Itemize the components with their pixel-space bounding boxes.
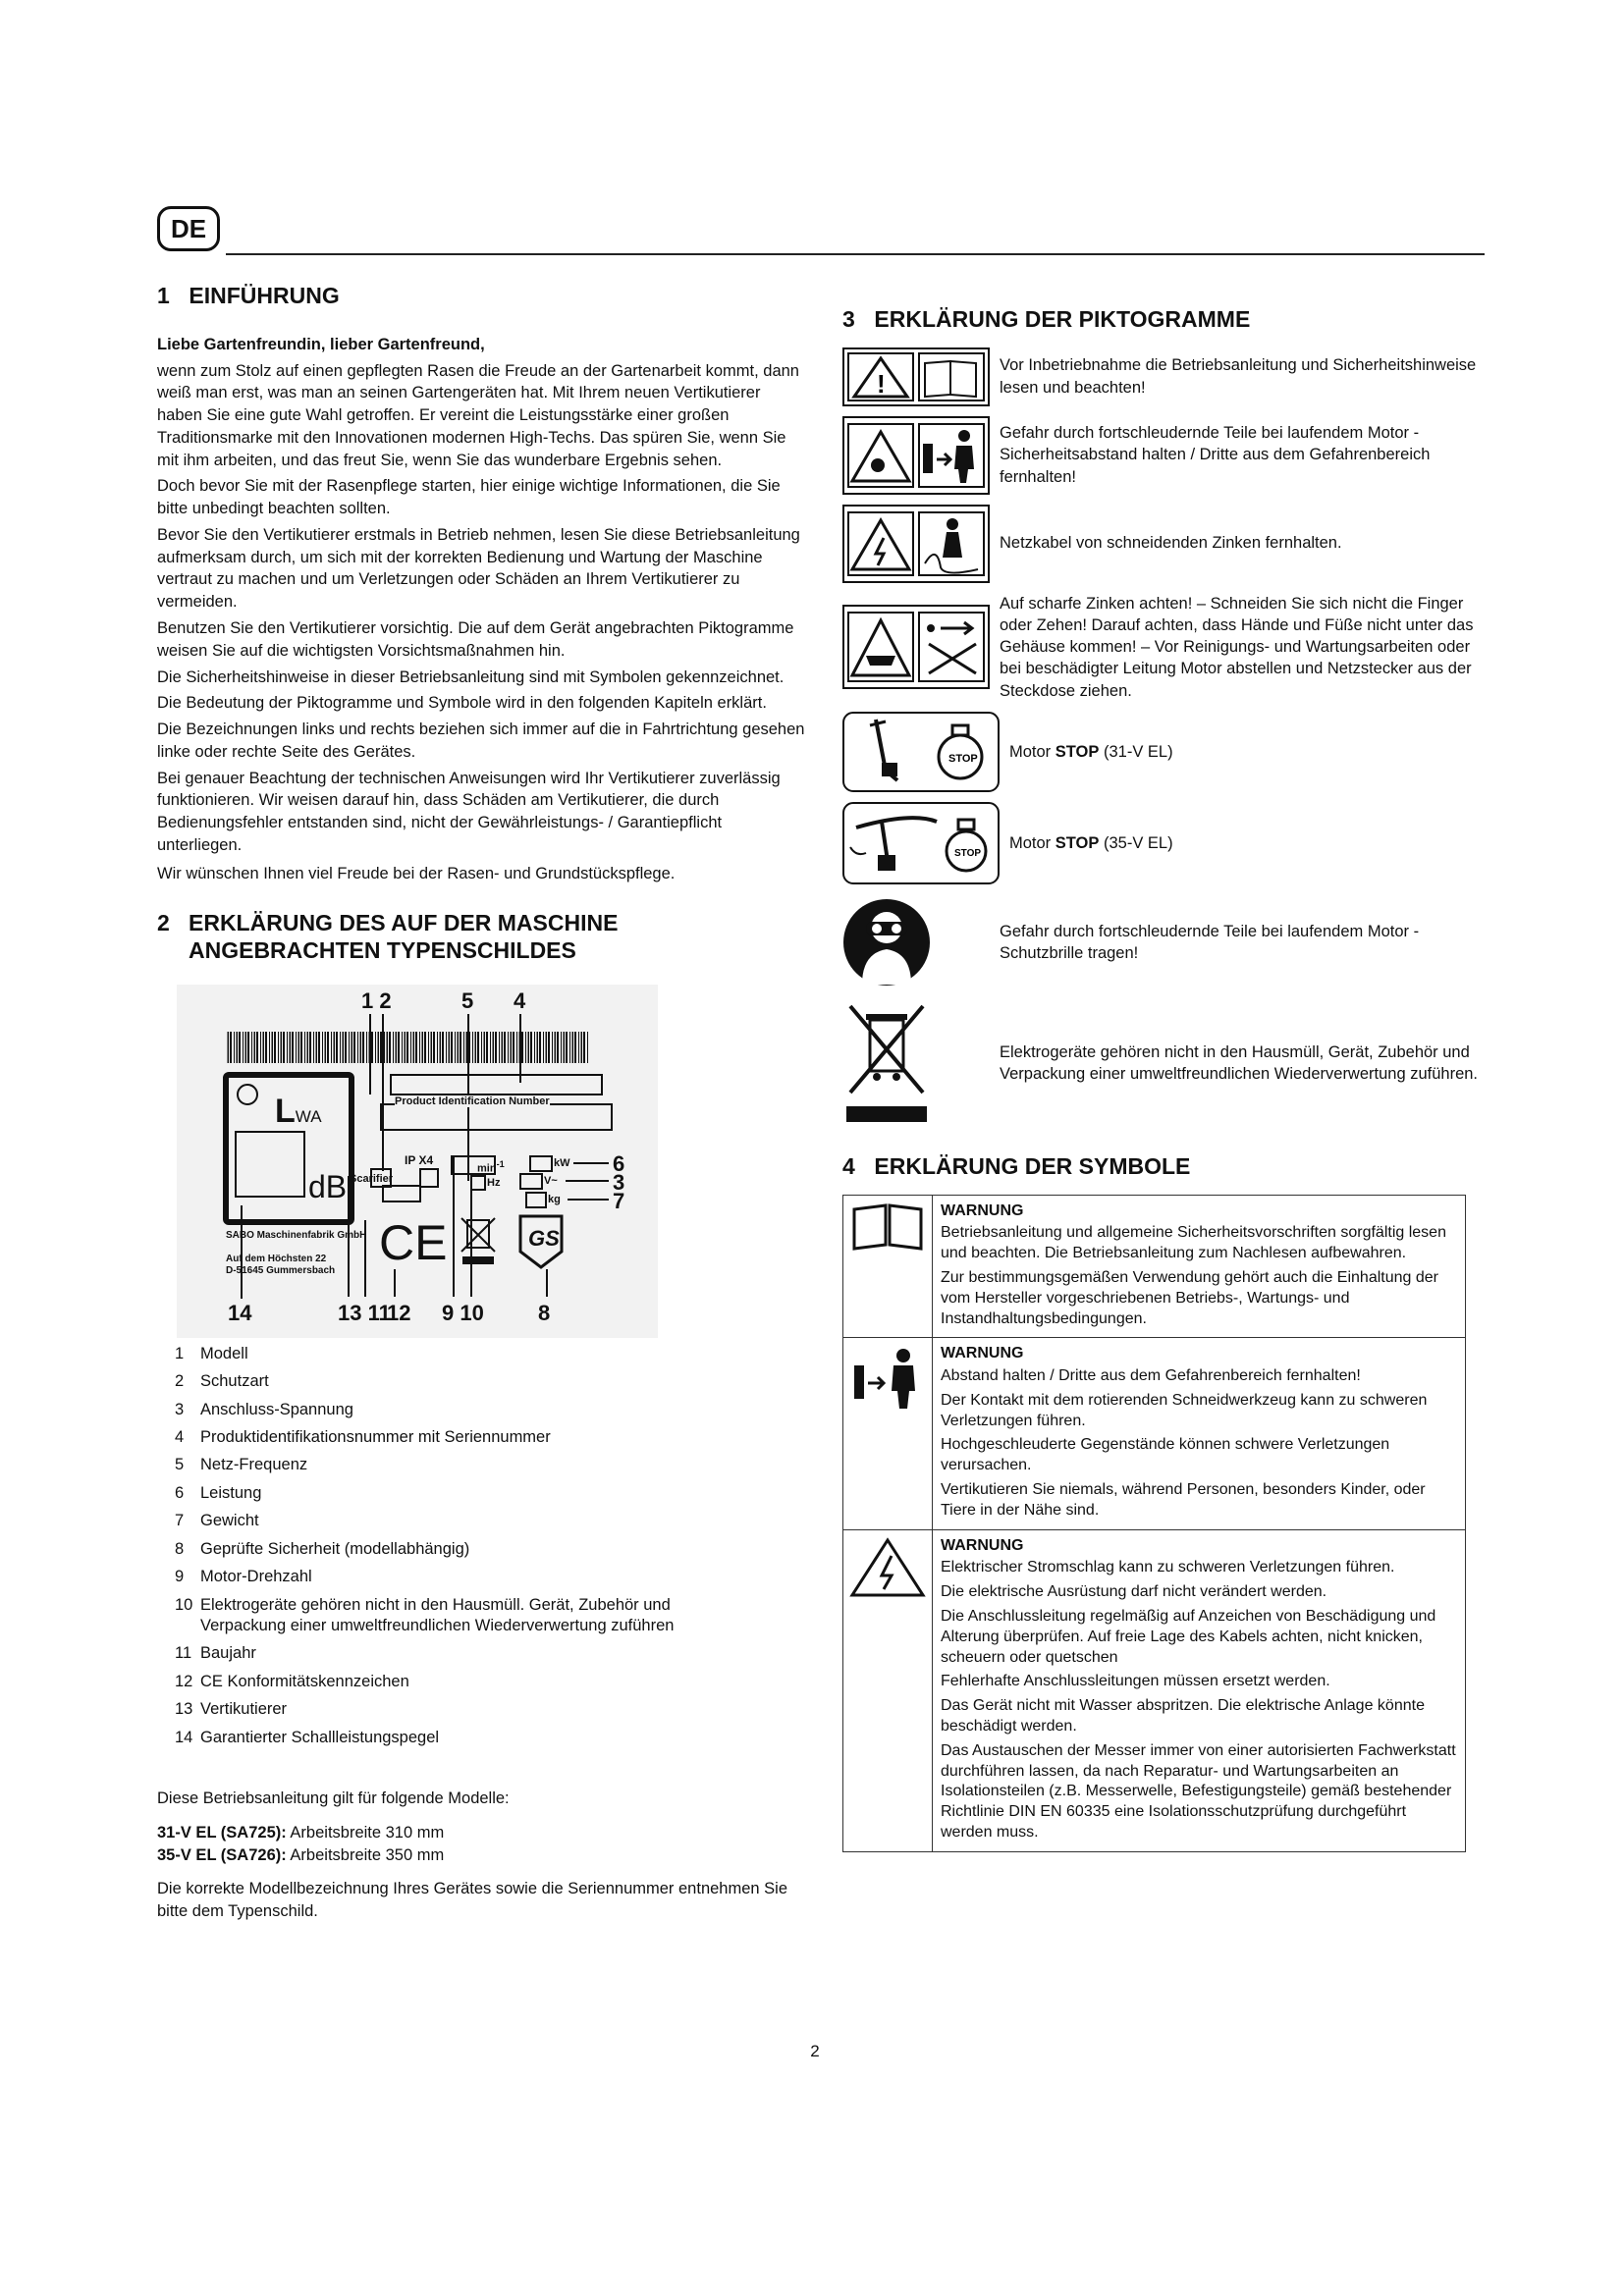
warning-line: Die Anschlussleitung regelmäßig auf Anzeichen von Beschädigung und Alterung überprüfen. Auf freie Lage des Kabels achten, nicht knicken, scheuern oder quetschen [941, 1608, 1436, 1666]
intro-paragraph: Die Bezeichnungen links und rechts beziehen sich immer auf die in Fahrtrichtung gesehen linke oder rechte Seite des Gerätes. [157, 721, 805, 761]
ce-mark-icon: CE [379, 1214, 448, 1270]
section-4-title: 4 ERKLÄRUNG DER SYMBOLE [842, 1152, 1191, 1179]
language-badge: DE [157, 206, 220, 251]
legend-item: 13 Vertikutierer [175, 1700, 288, 1719]
pictogram-text: Elektrogeräte gehören nicht in den Hausmüll, Gerät, Zubehör und Verpackung einer umweltfreundlichen Wiederverwertung zuführen. [1000, 1042, 1479, 1083]
warning-line: Zur bestimmungsgemäßen Verwendung gehört auch die Einhaltung der vom Hersteller vorgeschriebenen Betriebs-, Wartungs- und Instandhaltungsbedingungen. [941, 1268, 1438, 1327]
legend-item: 1 Modell [175, 1344, 248, 1362]
plate-number: 8 [538, 1300, 551, 1325]
warning-label: WARNUNG [941, 1201, 1024, 1219]
pictogram-row [842, 712, 1481, 792]
kg-label: kg [548, 1193, 561, 1205]
sharp-tines-unplug-icon [842, 605, 990, 689]
weee-bin-icon [842, 998, 990, 1128]
legend-item: 8 Geprüfte Sicherheit (modellabhängig) [175, 1539, 470, 1558]
greeting: Liebe Gartenfreundin, lieber Gartenfreund, [157, 335, 485, 353]
legend-item: 9 Motor-Drehzahl [175, 1568, 312, 1586]
scarifier-label: Scarifier [350, 1172, 394, 1185]
legend-item: 7 Gewicht [175, 1512, 259, 1530]
section-2-title: 2 ERKLÄRUNG DES AUF DER MASCHINE ANGEBRACHTEN TYPENSCHILDES [157, 910, 619, 964]
stop-text-icon: STOP [948, 752, 978, 765]
warning-line: Elektrischer Stromschlag kann zu schweren Verletzungen führen. [941, 1559, 1395, 1576]
right-column [842, 306, 1481, 1852]
distance-person-icon [843, 1338, 933, 1529]
hz-label: Hz [487, 1176, 501, 1189]
address-line: D-51645 Gummersbach [226, 1264, 336, 1276]
gs-label: GS [528, 1225, 560, 1251]
pictogram-row [842, 998, 1481, 1128]
pictogram-row [842, 802, 1481, 884]
table-row [843, 1529, 1466, 1851]
intro-paragraph: Bei genauer Beachtung der technischen Anweisungen wird Ihr Vertikutierer zuverlässig funktionieren. Wir weisen darauf hin, dass Schäden am Vertikutierer, die durch Bedienungsfehler entstanden sind, nicht der Gewährleistungs- / Garantiepflicht unterliegen. [157, 769, 781, 854]
plate-number: 12 [387, 1300, 411, 1325]
pictogram-text: Auf scharfe Zinken achten! – Schneiden Sie sich nicht die Finger oder Zehen! Darauf achten, dass Hände und Füße nicht unter das Gehäuse kommen! – Vor Reinigungs- und Wartungsarbeiten oder bei beschädigter Leitung Motor abstellen und Netzstecker aus der Steckdose ziehen. [1000, 594, 1474, 700]
plate-number: 1 2 [361, 988, 392, 1013]
barcode-icon [226, 1032, 589, 1063]
ipx4-label: IP X4 [405, 1152, 434, 1167]
table-row [843, 1338, 1466, 1529]
legend-item: 6 Leistung [175, 1483, 262, 1502]
models-closing: Die korrekte Modellbezeichnung Ihres Gerätes sowie die Seriennummer entnehmen Sie bitte dem Typenschild. [157, 1880, 788, 1921]
db-label: dB [308, 1168, 348, 1204]
legend-item: 11 Baujahr [175, 1644, 256, 1663]
kw-label: kW [554, 1156, 570, 1169]
page-number: 2 [810, 2042, 820, 2060]
warning-line: Fehlerhafte Anschlussleitungen müssen ersetzt werden. [941, 1673, 1330, 1690]
intro-paragraph: Die Sicherheitshinweise in dieser Betriebsanleitung sind mit Symbolen gekennzeichnet. [157, 667, 785, 686]
warning-line: Das Gerät nicht mit Wasser abspritzen. Die elektrische Anlage könnte beschädigt werden. [941, 1697, 1425, 1735]
warning-line: Hochgeschleuderte Gegenstände können schwere Verletzungen verursachen. [941, 1436, 1390, 1474]
pictogram-text: Gefahr durch fortschleudernde Teile bei laufendem Motor - Schutzbrille tragen! [1000, 922, 1420, 962]
legend-item: 10 Elektrogeräte gehören nicht in den Hausmüll. Gerät, Zubehör und Verpackung einer umweltfreundlichen Wiederverwertung zuführen [175, 1595, 675, 1634]
pictogram-row [842, 416, 1481, 495]
type-plate-legend [175, 1344, 805, 1749]
lwa-label: LWA [275, 1092, 322, 1130]
v-label: V~ [544, 1174, 558, 1187]
pictogram-text: Motor STOP (35-V EL) [1009, 833, 1173, 852]
flying-parts-distance-icon [842, 416, 990, 495]
pictogram-row [842, 593, 1481, 702]
intro-paragraph: wenn zum Stolz auf einen gepflegten Rasen die Freude an der Gartenarbeit kommt, dann weiß man erst, was man an seinen Gartengeräten hat. Mit Ihrem neuen Vertikutierer haben Sie eine gute Wahl getroffen. Er vereint die Leistungsstärke einer großen Traditionsmarke mit den Innovationen modernen High-Techs. Das spüren Sie, wenn Sie mit ihm arbeiten, und das freut Sie, wenn Sie das wunderbare Ergebnis sehen. [157, 361, 799, 469]
plate-number: 5 [461, 988, 474, 1013]
intro-paragraph: Bevor Sie den Vertikutierer erstmals in Betrieb nehmen, lesen Sie diese Betriebsanleitung aufmerksam durch, um sich mit der korrekten Bedienung und Wartung der Maschine vertraut zu machen und um Verletzungen oder Schäden an Ihrem Vertikutierer zu vermeiden. [157, 525, 800, 612]
pictogram-row [842, 898, 1481, 987]
min-label: $\min^{-1}$ [477, 1158, 505, 1175]
legend-item: 5 Netz-Frequenz [175, 1456, 308, 1474]
intro-paragraph: Die Bedeutung der Piktogramme und Symbole wird in den folgenden Kapiteln erklärt. [157, 694, 767, 713]
pictogram-row [842, 505, 1481, 583]
section-1-title: 1 EINFÜHRUNG [157, 283, 340, 308]
section-3-title: 3 ERKLÄRUNG DER PIKTOGRAMME [842, 306, 1251, 332]
pictogram-row [842, 347, 1481, 406]
book-icon [843, 1195, 933, 1338]
legend-item: 12 CE Konformitätskennzeichen [175, 1672, 409, 1690]
pictogram-text: Netzkabel von schneidenden Zinken fernhalten. [1000, 534, 1342, 553]
plate-number: 3 [613, 1169, 625, 1195]
plate-number: 7 [613, 1188, 625, 1213]
safety-goggles-icon [842, 898, 990, 987]
intro-paragraph: Doch bevor Sie mit der Rasenpflege starten, hier einige wichtige Informationen, die Sie bitte unbedingt beachten sollten. [157, 477, 781, 518]
warning-line: Die elektrische Ausrüstung darf nicht verändert werden. [941, 1583, 1327, 1601]
models-intro: Diese Betriebsanleitung gilt für folgende Modelle: [157, 1789, 510, 1808]
table-row [843, 1195, 1466, 1338]
intro-paragraph: Benutzen Sie den Vertikutierer vorsichtig. Die auf dem Gerät angebrachten Piktogramme weisen Sie auf die wichtigsten Vorsichtsmaßnahmen hin. [157, 619, 794, 660]
warning-line: Abstand halten / Dritte aus dem Gefahrenbereich fernhalten! [941, 1367, 1361, 1385]
legend-item: 3 Anschluss-Spannung [175, 1400, 353, 1418]
maker-label: SABO Maschinenfabrik GmbH [226, 1229, 367, 1241]
svg-text:STOP: STOP [954, 847, 982, 859]
legend-item: 4 Produktidentifikationsnummer mit Seriennummer [175, 1427, 551, 1446]
legend-item: 2 Schutzart [175, 1372, 269, 1391]
warning-line: Vertikutieren Sie niemals, während Personen, besonders Kinder, oder Tiere in der Nähe sind. [941, 1481, 1426, 1519]
motor-stop-31-icon [842, 712, 1000, 792]
pictogram-text: Gefahr durch fortschleudernde Teile bei laufendem Motor - Sicherheitsabstand halten / Dritte aus dem Gefahrenbereich fernhalten! [1000, 424, 1431, 486]
warning-line: Der Kontakt mit dem rotierenden Schneidwerkzeug kann zu schweren Verletzungen führen. [941, 1391, 1428, 1429]
symbols-table [842, 1195, 1466, 1852]
plate-number: 14 [228, 1300, 252, 1325]
plate-number: 4 [514, 988, 526, 1013]
pictogram-text: Motor STOP (31-V EL) [1009, 742, 1173, 761]
warning-line: Betriebsanleitung und allgemeine Sicherheitsvorschriften sorgfältig lesen und beachten. Die Betriebsanleitung zum Nachlesen aufbewahren. [941, 1224, 1446, 1262]
warning-line: Das Austauschen der Messer immer von einer autorisierten Fachwerkstatt durchführen lassen, da nach Reparatur- und Wartungsarbeiten an Isolationsteilen (z.B. Messerwelle, Befestigungsteile) gemäß bestehender Richtlinie DIN EN 60335 eine Isolationsschutzprüfung durchgeführt werden muss. [941, 1741, 1456, 1842]
plate-number: 13 11 [338, 1300, 391, 1325]
pictogram-text: Vor Inbetriebnahme die Betriebsanleitung und Sicherheitshinweise lesen und beachten! [1000, 356, 1477, 397]
warning-label: WARNUNG [941, 1345, 1024, 1362]
model-line: 31-V EL (SA725): Arbeitsbreite 310 mm [157, 1823, 445, 1842]
svg-text:!: ! [877, 368, 886, 399]
pin-label: Product Identification Number [395, 1095, 550, 1107]
electric-shock-icon [843, 1529, 933, 1851]
plate-number: 6 [613, 1150, 625, 1176]
plate-number: 9 10 [442, 1300, 484, 1325]
electric-cable-tines-icon [842, 505, 990, 583]
motor-stop-35-icon [842, 802, 1000, 884]
type-plate-figure [177, 985, 658, 1338]
model-line: 35-V EL (SA726): Arbeitsbreite 350 mm [157, 1845, 445, 1864]
left-column [157, 283, 805, 1927]
intro-paragraph: Wir wünschen Ihnen viel Freude bei der Rasen- und Grundstückspflege. [157, 864, 676, 882]
warning-label: WARNUNG [941, 1536, 1024, 1554]
legend-item: 14 Garantierter Schallleistungspegel [175, 1728, 440, 1746]
warning-book-icon [842, 347, 990, 406]
address-line: Auf dem Höchsten 22 [226, 1253, 327, 1264]
models-block [157, 1788, 805, 1923]
header-rule [226, 253, 1485, 255]
